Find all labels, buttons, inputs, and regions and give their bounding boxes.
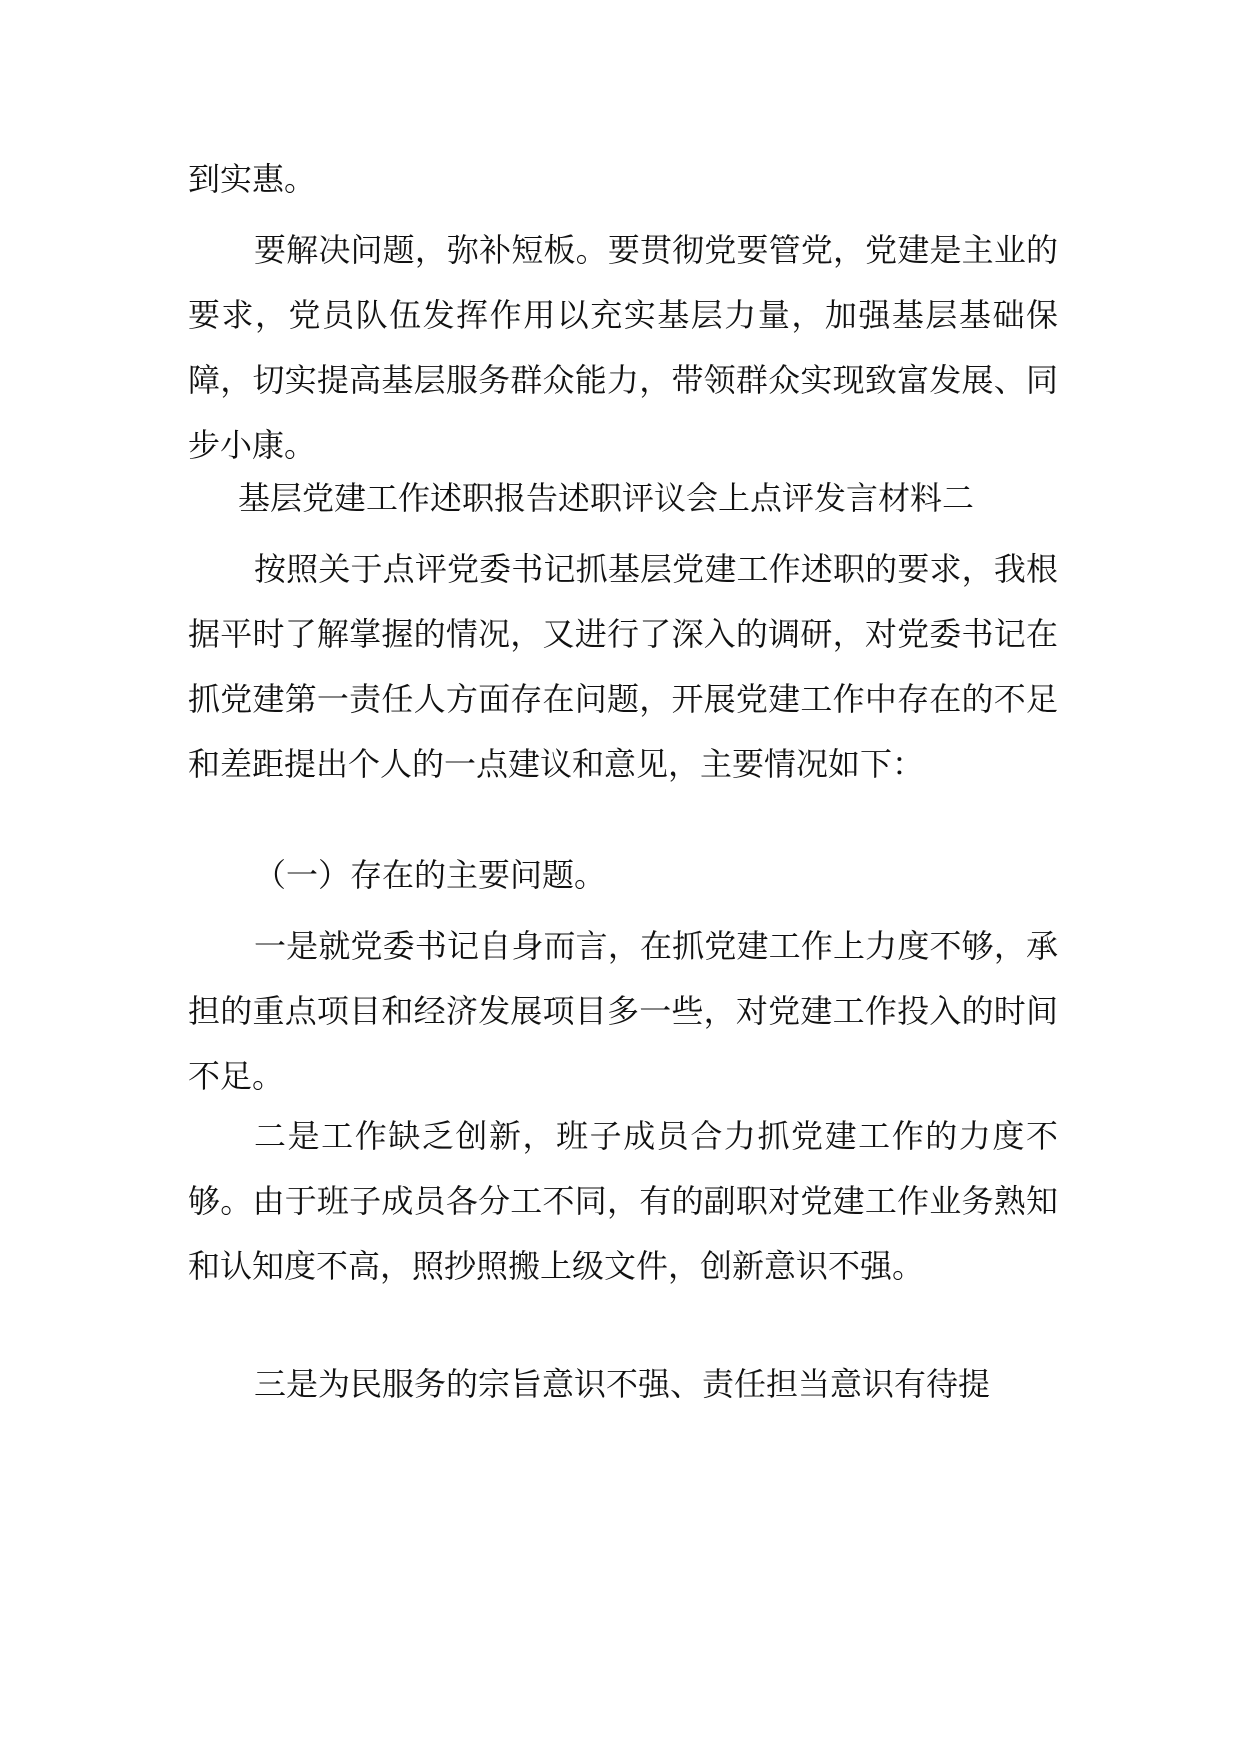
paragraph-point-one: 一是就党委书记自身而言，在抓党建工作上力度不够，承担的重点项目和经济发展项目多一些，对党建工作投入的时间不足。 [188,927,1058,1095]
paragraph-intro: 按照关于点评党委书记抓基层党建工作述职的要求，我根据平时了解掌握的情况，又进行了深入的调研，对党委书记在抓党建第一责任人方面存在问题，开展党建工作中存在的不足和差距提出个人的一点建议和意见，主要情况如下： [188,550,1058,783]
section-title: 基层党建工作述职报告述职评议会上点评发言材料二 [238,479,975,517]
paragraph-solve-problems: 要解决问题，弥补短板。要贯彻党要管党，党建是主业的要求，党员队伍发挥作用以充实基层力量，加强基层基础保障，切实提高基层服务群众能力，带领群众实现致富发展、同步小康。 [188,231,1058,464]
subheading-main-problems: （一）存在的主要问题。 [254,856,607,894]
paragraph-point-two: 二是工作缺乏创新，班子成员合力抓党建工作的力度不够。由于班子成员各分工不同，有的副职对党建工作业务熟知和认知度不高，照抄照搬上级文件，创新意识不强。 [188,1117,1058,1285]
paragraph-point-three: 三是为民服务的宗旨意识不强、责任担当意识有待提 [254,1365,991,1403]
paragraph-continuation: 到实惠。 [188,160,317,198]
